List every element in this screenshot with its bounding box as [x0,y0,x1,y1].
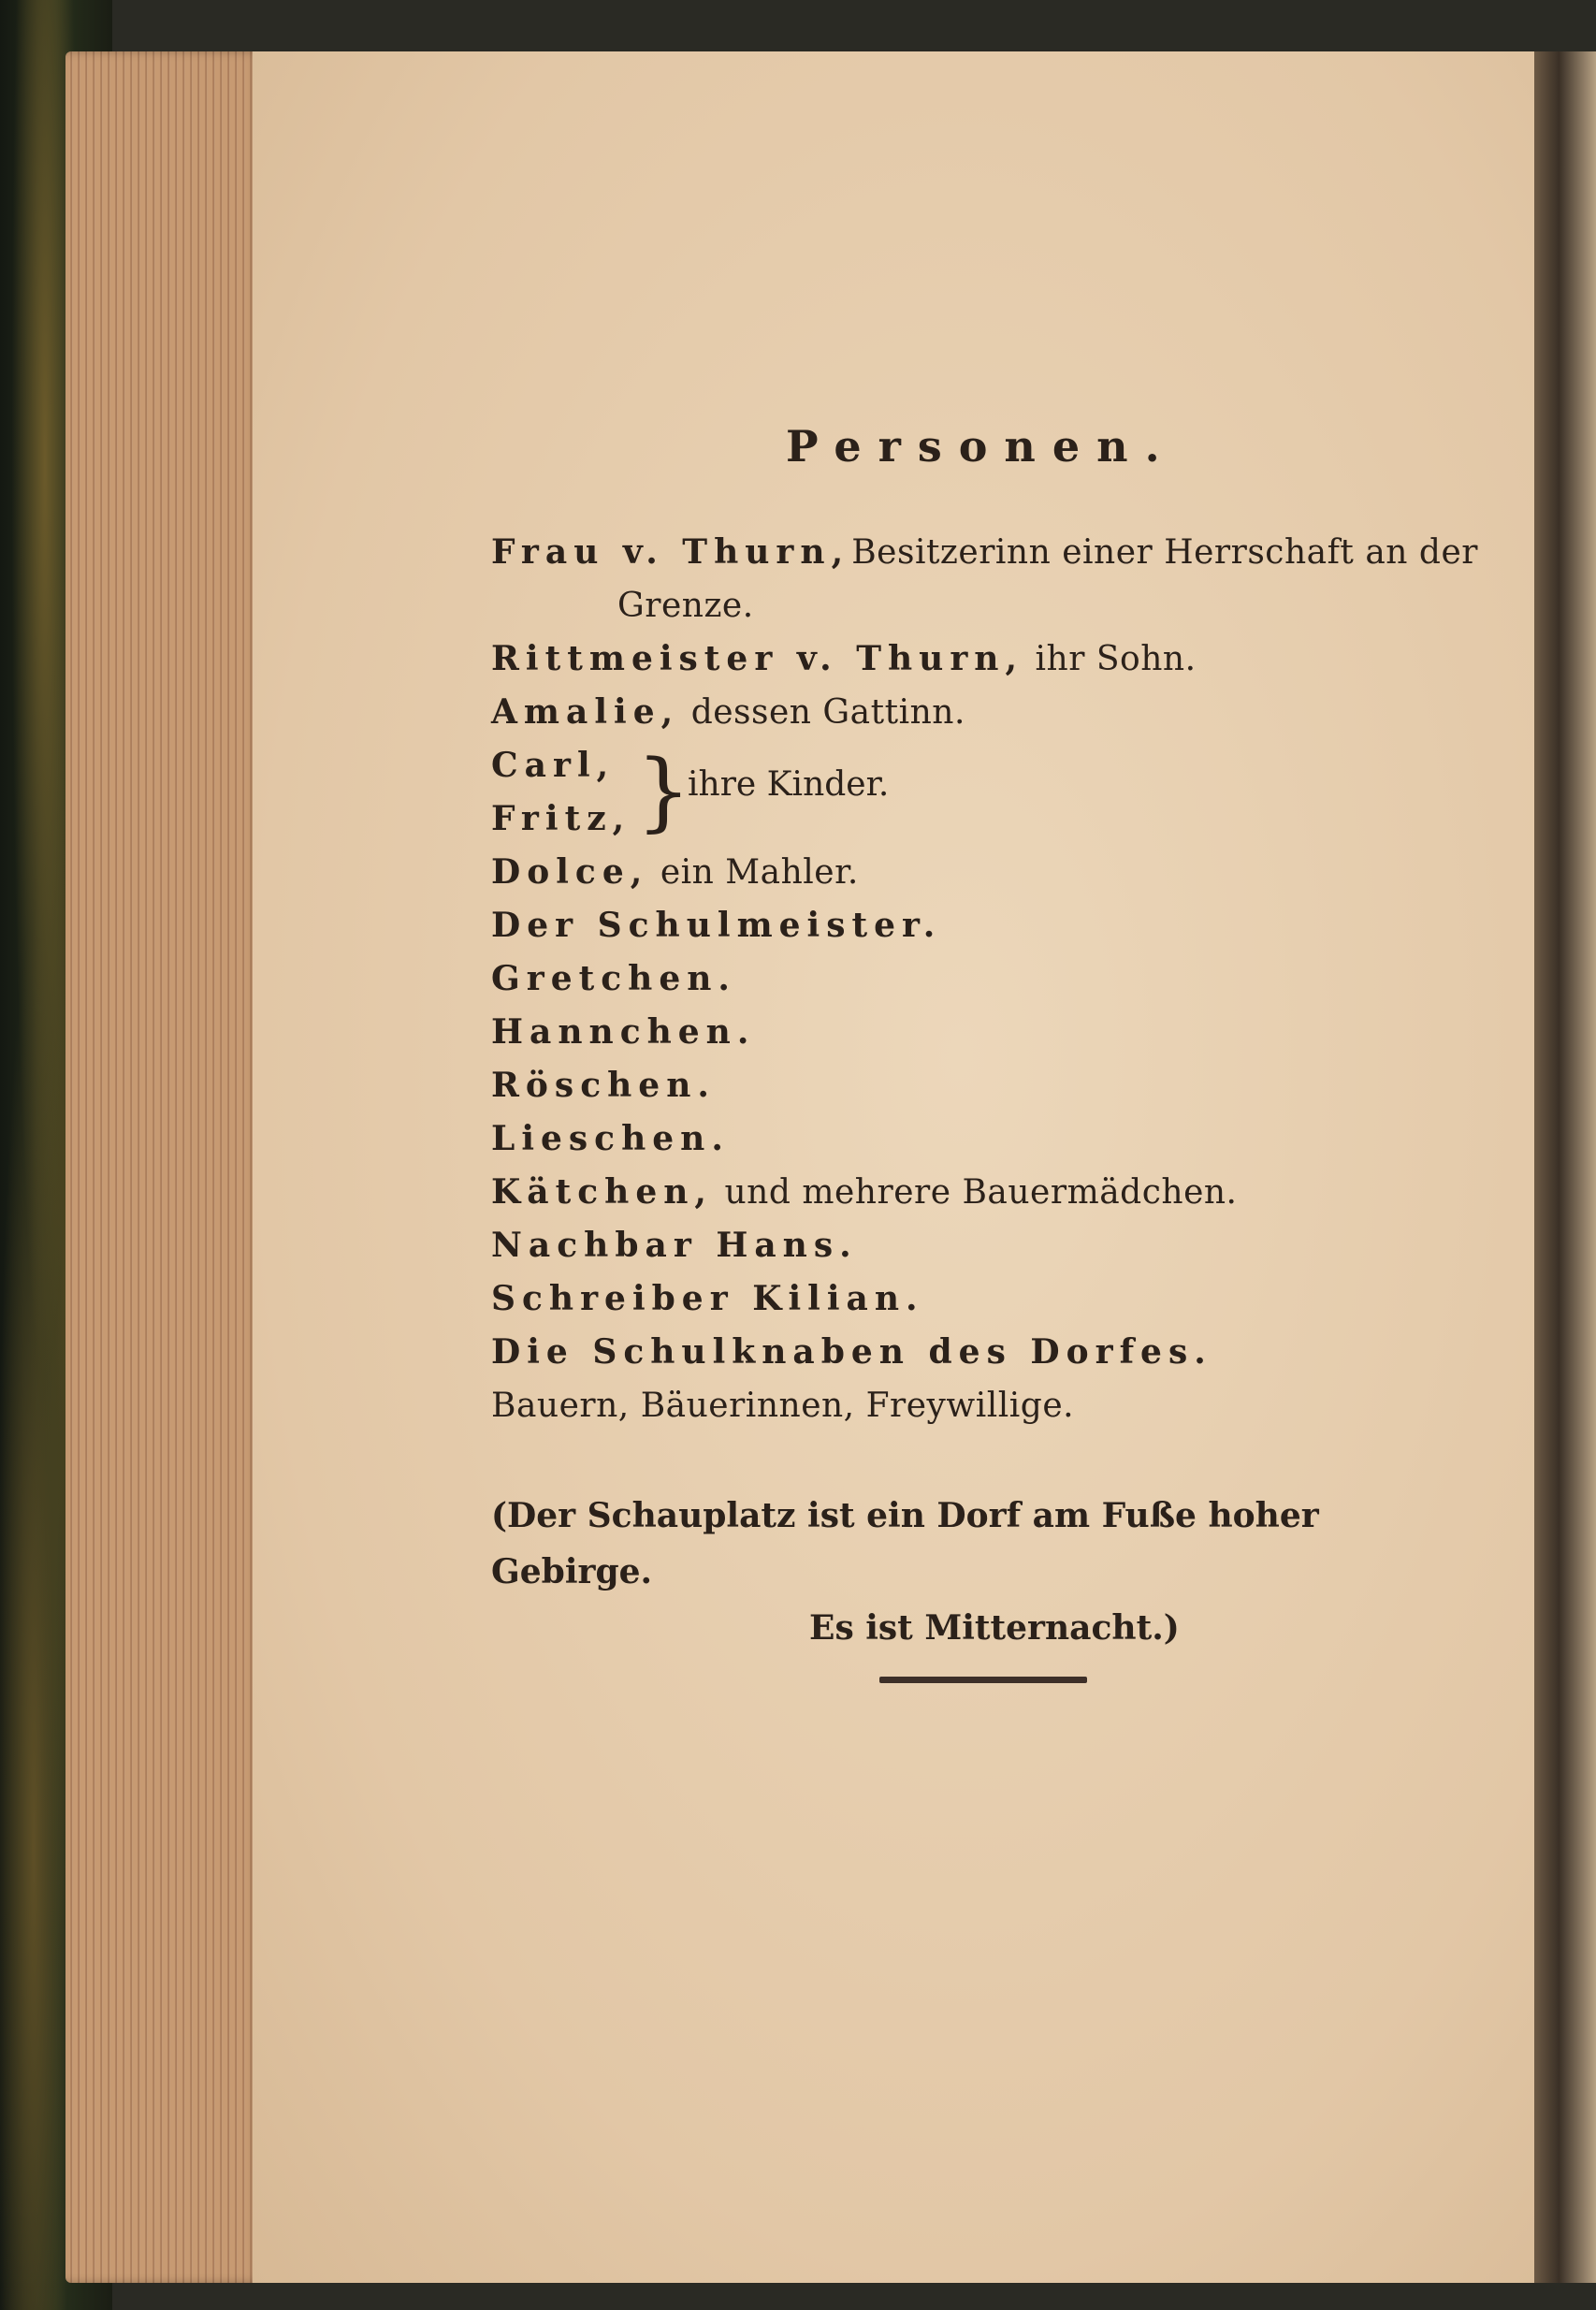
cast-entry [491,1166,1478,1219]
cast-name: Schreiber Kilian. [491,1279,924,1318]
cast-name: Bauern, Bäuerinnen, Freywillige. [491,1387,1075,1425]
cast-name: Frau v. Thurn, [491,532,850,572]
divider-rule [879,1677,1087,1683]
cast-name: Nachbar Hans. [491,1226,858,1265]
cast-desc: und mehrere Bauermädchen. [724,1173,1238,1212]
page-edges [65,51,262,2283]
cast-name: Rittmeister v. Thurn, [491,639,1023,678]
cast-entry [491,632,1478,686]
brace-symbol: } [636,741,691,841]
scene-note [491,1488,1483,1656]
cast-name: Röschen. [491,1066,716,1105]
cast-name: Kätchen, [491,1172,713,1212]
cast-name: Fritz, [491,799,631,838]
cast-entry [491,899,1478,952]
cast-entry [491,952,1478,1006]
cast-entry [491,1219,1478,1272]
cast-name: Dolce, [491,852,649,892]
cast-entry [491,1272,1478,1326]
cast-list [491,526,1478,1432]
cast-name: Hannchen. [491,1012,756,1052]
cast-desc: ein Mahler. [660,853,859,892]
book-gutter [1534,51,1596,2283]
cast-entry [491,579,1478,632]
cast-name: Die Schulknaben des Dorfes. [491,1332,1212,1372]
cast-entry [491,526,1478,579]
cast-desc: Besitzerinn einer Herrschaft an der [851,533,1478,572]
scene-line-1-text: (Der Schauplatz ist ein Dorf am Fuße hoher Gebirge. [491,1496,1319,1591]
cast-entry [491,1006,1478,1059]
cast-name: Gretchen. [491,959,736,998]
cast-desc: dessen Gattinn. [690,693,965,732]
children-group [491,739,1478,846]
scene-line-1 [491,1488,1483,1600]
cast-entry [491,686,1478,739]
cast-entry [491,1059,1478,1112]
cast-desc: ihr Sohn. [1035,640,1197,678]
cast-entry [491,1112,1478,1166]
cast-name: Carl, [491,746,616,785]
cast-name: Der Schulmeister. [491,906,942,945]
cast-name: Lieschen. [491,1119,730,1158]
cast-entry [491,846,1478,899]
page-heading: Personen. [786,421,1177,472]
cast-desc: ihre Kinder. [688,765,890,804]
scene-line-2: Es ist Mitternacht.) [809,1608,1180,1648]
cast-name: Amalie, [491,692,680,732]
cast-desc: Grenze. [617,587,754,625]
cast-entry [491,1379,1478,1432]
cast-entry [491,1326,1478,1379]
